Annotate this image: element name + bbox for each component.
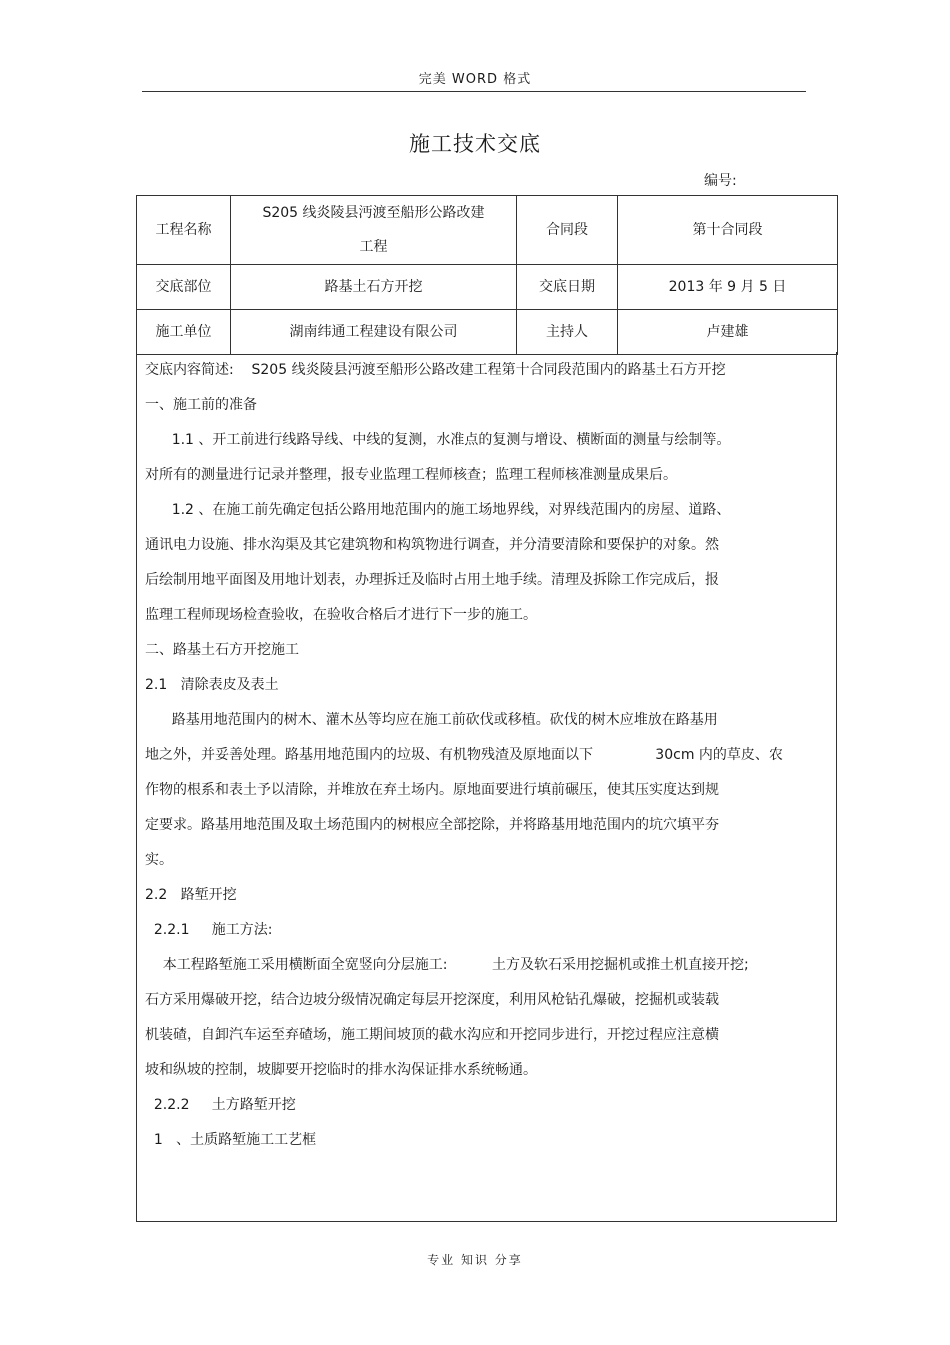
contract-section-label: 合同段 (517, 196, 618, 265)
project-name-line1: S205 线炎陵县沔渡至船形公路改建 (262, 205, 485, 221)
body-line: 1.1 、开工前进行线路导线、中线的复测，水准点的复测与增设、横断面的测量与绘制等。 (145, 432, 731, 448)
body-line: 一、施工前的准备 (145, 397, 257, 413)
document-title: 施工技术交底 (409, 132, 541, 156)
construction-unit-label: 施工单位 (137, 310, 231, 355)
construction-unit-value: 湖南纬通工程建设有限公司 (231, 310, 517, 355)
host-label: 主持人 (517, 310, 618, 355)
document-number-label: 编号: (704, 173, 737, 189)
disclosure-part-value: 路基土石方开挖 (231, 265, 517, 310)
project-name-label: 工程名称 (137, 196, 231, 265)
body-line: 通讯电力设施、排水沟渠及其它建筑物和构筑物进行调查，并分清要清除和要保护的对象。然 (145, 537, 719, 553)
body-line: 2.2.2 土方路堑开挖 (145, 1097, 296, 1113)
body-line: 石方采用爆破开挖，结合边坡分级情况确定每层开挖深度，利用风枪钻孔爆破，挖掘机或装载 (145, 992, 719, 1008)
body-line: 监理工程师现场检查验收，在验收合格后才进行下一步的施工。 (145, 607, 537, 623)
body-line: 2.2 路堑开挖 (145, 887, 237, 903)
header-rule (142, 91, 806, 92)
body-line: 交底内容简述: S205 线炎陵县沔渡至船形公路改建工程第十合同段范围内的路基土石方开挖 (145, 362, 726, 378)
table-row (137, 196, 838, 265)
body-line: 机装碴，自卸汽车运至弃碴场，施工期间坡顶的截水沟应和开挖同步进行，开挖过程应注意横 (145, 1027, 719, 1043)
disclosure-date-value: 2013 年 9 月 5 日 (618, 265, 838, 310)
body-line: 地之外，并妥善处理。路基用地范围内的垃圾、有机物残渣及原地面以下 30cm 内的草皮、农 (145, 747, 783, 763)
body-line: 本工程路堑施工采用横断面全宽竖向分层施工: 土方及软石采用挖掘机或推土机直接开挖; (145, 957, 749, 973)
disclosure-part-label: 交底部位 (137, 265, 231, 310)
page-footer: 专业 知识 分享 (427, 1253, 523, 1267)
body-line: 实。 (145, 852, 173, 868)
table-row (137, 310, 838, 355)
body-line: 作物的根系和表土予以清除，并堆放在弃土场内。原地面要进行填前碾压，使其压实度达到规 (145, 782, 719, 798)
page-header: 完美 WORD 格式 (418, 72, 532, 87)
body-line: 1.2 、在施工前先确定包括公路用地范围内的施工场地界线，对界线范围内的房屋、道路、 (145, 502, 731, 518)
body-line: 2.1 清除表皮及表土 (145, 677, 279, 693)
contract-section-value: 第十合同段 (618, 196, 838, 265)
body-line: 后绘制用地平面图及用地计划表，办理拆迁及临时占用土地手续。清理及拆除工作完成后，报 (145, 572, 719, 588)
body-line: 定要求。路基用地范围及取土场范围内的树根应全部挖除，并将路基用地范围内的坑穴填平夯 (145, 817, 719, 833)
project-name-value (231, 196, 517, 265)
table-row (137, 265, 838, 310)
body-line: 二、路基土石方开挖施工 (145, 642, 299, 658)
body-line: 路基用地范围内的树木、灌木丛等均应在施工前砍伐或移植。砍伐的树木应堆放在路基用 (145, 712, 718, 728)
body-line: 1 、土质路堑施工工艺框 (145, 1132, 317, 1148)
project-name-line2: 工程 (359, 239, 388, 255)
body-line: 2.2.1 施工方法: (145, 922, 273, 938)
host-value: 卢建雄 (618, 310, 838, 355)
info-table (136, 195, 838, 355)
body-line: 对所有的测量进行记录并整理，报专业监理工程师核查；监理工程师核准测量成果后。 (145, 467, 677, 483)
disclosure-date-label: 交底日期 (517, 265, 618, 310)
body-line: 坡和纵坡的控制，坡脚要开挖临时的排水沟保证排水系统畅通。 (145, 1062, 537, 1078)
